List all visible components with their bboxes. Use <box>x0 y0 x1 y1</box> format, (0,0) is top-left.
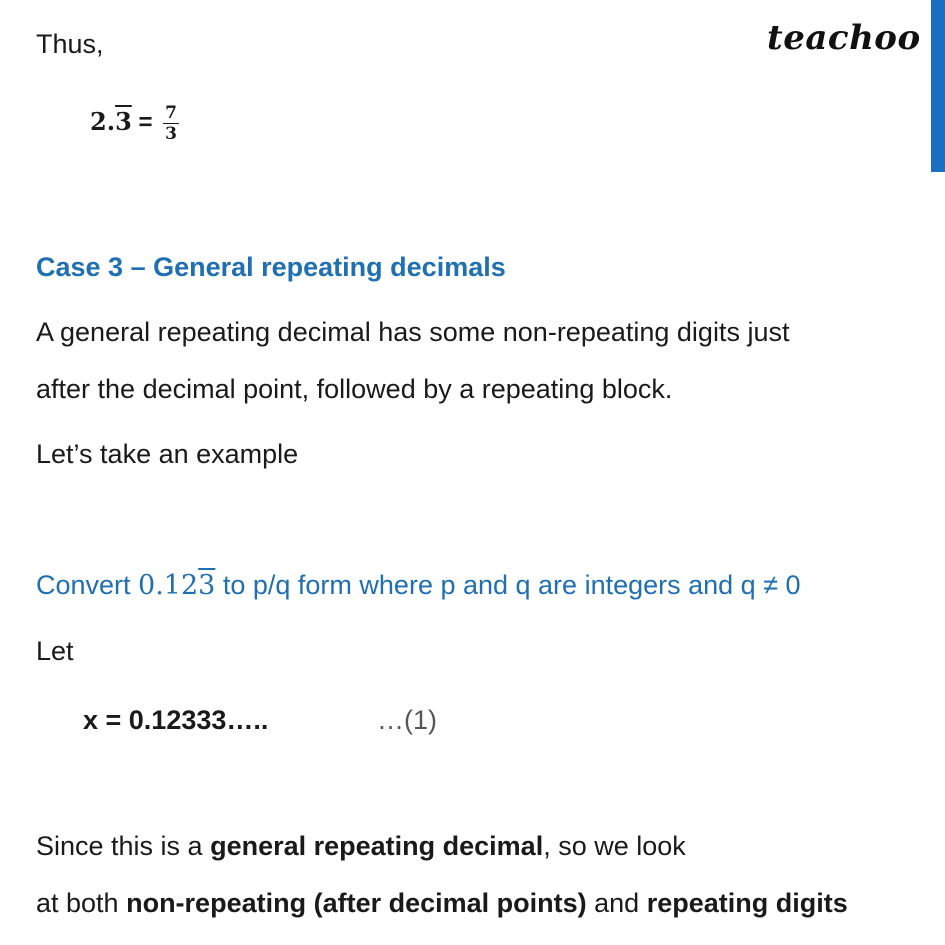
paragraph-line-3 <box>36 829 686 863</box>
paragraph-line-1: A general repeating decimal has some non-repeating digits just <box>36 317 790 347</box>
paragraph-line-4 <box>36 886 848 920</box>
paragraph-line-2: after the decimal point, followed by a repeating block. <box>36 374 673 404</box>
para2-bold1: general repeating decimal <box>210 831 544 861</box>
equation-equals: = <box>138 108 153 136</box>
question-text <box>36 568 801 603</box>
scrollbar-thumb[interactable] <box>931 0 945 172</box>
fraction-denominator: 3 <box>165 124 177 144</box>
x-equation: x = 0.12333….. <box>83 705 269 735</box>
example-intro: Let’s take an example <box>36 439 299 469</box>
question-number: 0.12 <box>138 570 199 601</box>
scrollbar-track[interactable] <box>931 0 945 945</box>
equation-repeating-digit: 3 <box>115 106 132 136</box>
equation-result <box>90 104 179 143</box>
equation-integer: 2. <box>90 106 116 136</box>
equation-reference: …(1) <box>377 705 437 735</box>
fraction-numerator: 7 <box>165 103 177 123</box>
question-prefix: Convert <box>36 570 139 600</box>
para3-part2: and <box>586 888 647 918</box>
para2-part1: Since this is a <box>36 831 211 861</box>
let-text: Let <box>36 636 74 666</box>
para2-part2: , so we look <box>543 831 686 861</box>
question-repeating-digit: 3 <box>198 570 216 601</box>
fraction-seven-thirds <box>163 104 179 143</box>
para3-bold2: repeating digits <box>646 888 848 918</box>
thus-text: Thus, <box>36 29 104 59</box>
para3-bold1: non-repeating (after decimal points) <box>126 888 587 918</box>
case-heading: Case 3 – General repeating decimals <box>36 252 506 282</box>
teachoo-logo: teachoo <box>767 18 921 58</box>
para3-part1: at both <box>36 888 127 918</box>
question-suffix: to p/q form where p and q are integers and q ≠ 0 <box>215 570 801 600</box>
